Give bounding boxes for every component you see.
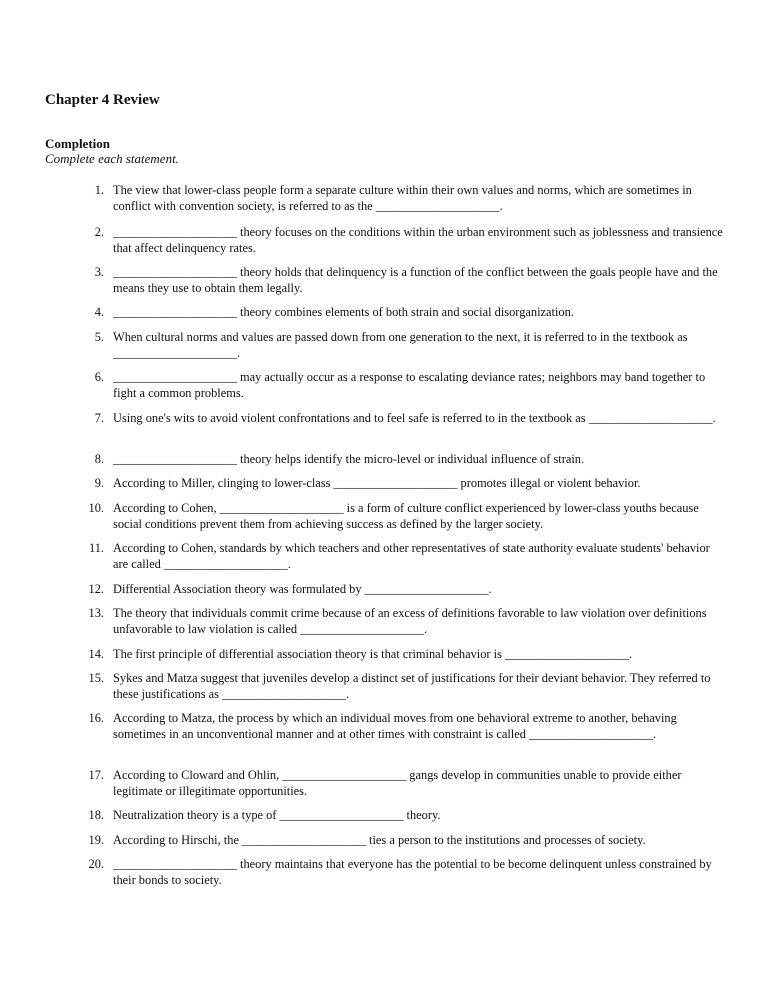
question-text: ____________________ theory holds that delinquency is a function of the conflict between the goals people have and the means they use to obtain them legally.	[113, 265, 718, 296]
question-text: When cultural norms and values are passed down from one generation to the next, it is referred to in the textbook as ____________________.	[113, 330, 688, 361]
question-text: According to Matza, the process by which an individual moves from one behavioral extreme to another, behaving sometimes in an unconventional manner and at other times with constraint is called ____________________.	[113, 711, 677, 742]
question-number: 14.	[88, 647, 104, 661]
question-number: 1.	[94, 183, 104, 197]
question-text: The view that lower-class people form a separate culture within their own values and norms, which are sometimes in conflict with convention society, is referred to as the ____________________.	[113, 183, 692, 214]
question-text: The first principle of differential association theory is that criminal behavior is ____________________.	[113, 647, 633, 661]
question-number: 15.	[88, 671, 104, 685]
question-number: 13.	[88, 606, 104, 620]
question-text: ____________________ theory maintains that everyone has the potential to be become delinquent unless constrained by their bonds to society.	[113, 857, 712, 888]
section-instructions: Complete each statement.	[45, 151, 179, 166]
question-number: 16.	[88, 711, 104, 725]
question-text: Sykes and Matza suggest that juveniles develop a distinct set of justifications for their deviant behavior. They referred to these justifications as ____________________.	[113, 671, 711, 702]
question-number: 3.	[94, 265, 104, 279]
question-text: ____________________ theory combines elements of both strain and social disorganization.	[113, 305, 574, 319]
question-text: According to Cohen, ____________________ is a form of culture conflict experienced by lower-class youths because social conditions prevent them from achieving success as defined by the larger society.	[113, 501, 699, 532]
question-number: 11.	[88, 541, 104, 555]
question-text: According to Cohen, standards by which teachers and other representatives of state authority evaluate students' behavior are called ____________________.	[113, 541, 710, 572]
question-number: 17.	[88, 768, 104, 782]
question-text: According to Cloward and Ohlin, ____________________ gangs develop in communities unable to provide either legitimate or illegitimate opportunities.	[113, 768, 682, 799]
question-text: ____________________ theory helps identify the micro-level or individual influence of strain.	[113, 452, 585, 466]
question-number: 7.	[94, 411, 104, 425]
chapter-title: Chapter 4 Review	[45, 92, 160, 108]
question-text: Neutralization theory is a type of ____________________ theory.	[113, 808, 441, 822]
question-number: 10.	[88, 501, 104, 515]
question-text: The theory that individuals commit crime because of an excess of definitions favorable to law violation over definitions unfavorable to law violation is called ____________________.	[113, 606, 707, 637]
question-text: Differential Association theory was formulated by ____________________.	[113, 582, 492, 596]
question-number: 4.	[94, 305, 104, 319]
section-heading: Completion	[45, 136, 110, 151]
question-number: 20.	[88, 857, 104, 871]
question-text: ____________________ may actually occur as a response to escalating deviance rates; neighbors may band together to fight a common problems.	[113, 370, 706, 401]
question-number: 9.	[94, 476, 104, 490]
question-text: ____________________ theory focuses on the conditions within the urban environment such as joblessness and transience that affect delinquency rates.	[113, 225, 723, 256]
question-text: According to Hirschi, the ____________________ ties a person to the institutions and processes of society.	[113, 833, 646, 847]
question-number: 5.	[94, 330, 104, 344]
question-number: 18.	[88, 808, 104, 822]
question-number: 12.	[88, 582, 104, 596]
question-text: Using one's wits to avoid violent confrontations and to feel safe is referred to in the textbook as ____________________.	[113, 411, 716, 425]
question-number: 19.	[88, 833, 104, 847]
question-text: According to Miller, clinging to lower-class ____________________ promotes illegal or violent behavior.	[113, 476, 641, 490]
question-number: 2.	[94, 225, 104, 239]
question-number: 6.	[94, 370, 104, 384]
question-number: 8.	[94, 452, 104, 466]
